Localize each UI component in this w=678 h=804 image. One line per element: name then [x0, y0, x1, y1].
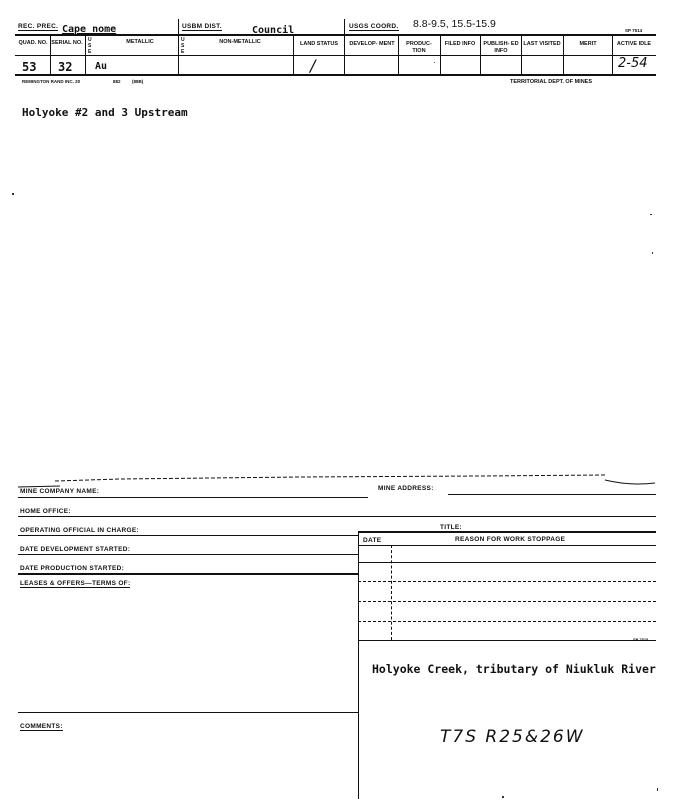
speck	[502, 796, 504, 798]
line	[358, 545, 656, 546]
comments-label: COMMENTS:	[20, 723, 63, 730]
line	[18, 712, 358, 713]
col-divider	[178, 19, 179, 74]
line	[18, 554, 358, 555]
col-divider	[440, 35, 441, 74]
line	[358, 531, 656, 533]
line	[18, 573, 358, 575]
use-marker: U S E	[88, 37, 92, 55]
col-divider	[612, 35, 613, 74]
line	[448, 494, 656, 495]
non-metallic-header: NON-METALLIC	[219, 39, 261, 45]
serial-no-value: 32	[58, 60, 73, 74]
form-number: SP 7515	[633, 637, 649, 642]
department-label: TERRITORIAL DEPT. OF MINES	[510, 79, 592, 85]
row-bottom-rule	[15, 74, 656, 76]
col-divider	[344, 19, 345, 74]
mine-title: Holyoke #2 and 3 Upstream	[22, 106, 188, 119]
production-value: ·	[433, 58, 436, 67]
location-description: Holyoke Creek, tributary of Niukluk River	[372, 662, 656, 676]
col-divider	[398, 35, 399, 74]
usbm-dist-value: Council	[252, 25, 295, 36]
print-code: 882	[113, 79, 121, 84]
date-divider	[391, 545, 392, 640]
date-production-label: DATE PRODUCTION STARTED:	[20, 565, 125, 572]
line	[18, 535, 358, 536]
development-header: DEVELOP- MENT	[349, 41, 395, 47]
rec-prec-value: Cape nome	[62, 24, 117, 35]
line	[18, 497, 368, 498]
speck	[650, 214, 652, 215]
serial-no-header: SERIAL NO.	[51, 40, 83, 46]
production-header: PRODUC- TION	[406, 41, 432, 54]
line	[18, 516, 656, 517]
title-label: TITLE:	[440, 524, 463, 531]
date-column-header: DATE	[363, 537, 382, 544]
filed-info-header: FILED INFO	[444, 41, 476, 47]
active-idle-value: 2-54	[618, 56, 648, 71]
mine-address-label: MINE ADDRESS:	[378, 485, 434, 492]
land-status-value: /	[310, 56, 316, 75]
col-divider	[85, 35, 86, 74]
line	[358, 581, 656, 582]
quad-no-header: QUAD. NO.	[18, 40, 48, 46]
line	[358, 640, 656, 641]
merit-header: MERIT	[579, 41, 597, 47]
published-info-header: PUBLISH- ED INFO	[483, 41, 519, 54]
speck	[12, 193, 14, 195]
township-range: T7S R25&26W	[440, 727, 585, 747]
active-idle-header: ACTIVE IDLE	[616, 41, 652, 47]
metallic-header: METALLIC	[126, 39, 154, 45]
top-rule	[15, 34, 656, 36]
last-visited-header: LAST VISITED	[523, 41, 561, 47]
usgs-coord-value: 8.8-9.5, 15.5-15.9	[413, 18, 496, 30]
speck	[657, 788, 658, 791]
use-marker: U S E	[181, 37, 185, 55]
col-divider	[521, 35, 522, 74]
header-rule	[15, 55, 656, 56]
rec-prec-label: REC. PREC.	[18, 23, 59, 30]
land-status-header: LAND STATUS	[300, 41, 338, 47]
home-office-label: HOME OFFICE:	[20, 508, 71, 515]
usgs-coord-label: USGS COORD.	[349, 23, 399, 30]
quad-no-value: 53	[22, 60, 37, 74]
center-divider	[358, 531, 359, 799]
usbm-dist-label: USBM DIST.	[182, 23, 222, 30]
printer-credit: REMINGTON RAND INC. 20	[22, 79, 81, 84]
form-number: SP 7514	[625, 28, 643, 33]
mine-company-label: MINE COMPANY NAME:	[20, 488, 100, 495]
line	[358, 562, 656, 563]
metallic-value: Au	[95, 61, 108, 72]
operating-official-label: OPERATING OFFICIAL IN CHARGE:	[20, 527, 139, 534]
col-divider	[563, 35, 564, 74]
line	[358, 621, 656, 622]
reason-column-header: REASON FOR WORK STOPPAGE	[455, 536, 566, 543]
date-development-label: DATE DEVELOPMENT STARTED:	[20, 546, 131, 553]
line	[358, 601, 656, 602]
col-divider	[480, 35, 481, 74]
speck	[652, 252, 653, 254]
col-divider	[293, 35, 294, 74]
leases-label: LEASES & OFFERS—TERMS OF:	[20, 580, 131, 587]
print-code-2: (88B)	[132, 79, 144, 84]
